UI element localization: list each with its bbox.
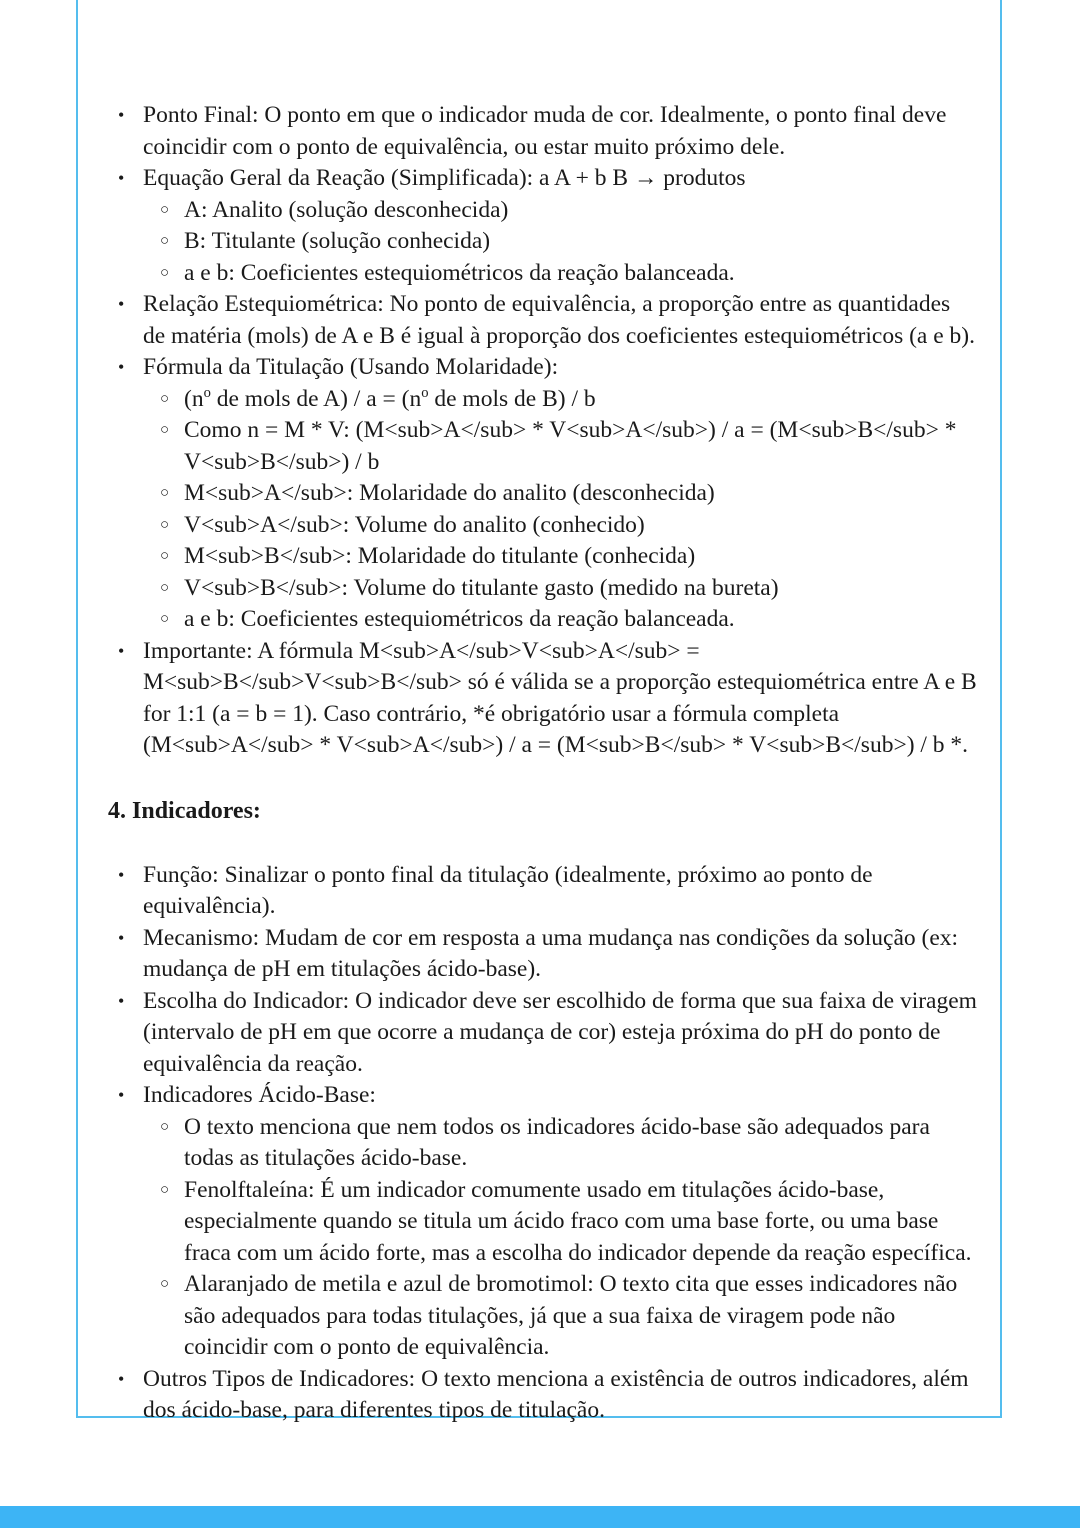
bullet-disc-icon: •	[118, 357, 125, 377]
bullet-disc-icon: •	[118, 927, 125, 948]
list-item-text: Função: Sinalizar o ponto final da titulação (idealmente, próximo ao ponto de equivalência).	[143, 861, 873, 919]
sub-list-item	[108, 478, 978, 510]
list-item-text: Outros Tipos de Indicadores: O texto menciona a existência de outros indicadores, além dos ácido-base, para diferentes tipos de titulação.	[143, 1365, 969, 1423]
bullet-disc-icon: •	[118, 294, 125, 314]
list-item	[108, 986, 978, 1081]
bullet-circle-icon: ○	[160, 264, 170, 281]
list-item	[108, 1364, 978, 1427]
list-item	[108, 1080, 978, 1112]
sub-list-item	[108, 1175, 978, 1270]
bullet-circle-icon: ○	[160, 1276, 170, 1292]
bullet-circle-icon: ○	[160, 485, 170, 501]
bullet-circle-icon: ○	[160, 579, 170, 596]
sub-list-item-text: A: Analito (solução desconhecida)	[184, 196, 509, 223]
sub-list-item-text: Alaranjado de metila e azul de bromotimol: O texto cita que esses indicadores não são adequados para todas titulações, já que a sua faixa de viragem pode não coincidir com o ponto de equivalência.	[184, 1271, 958, 1360]
list-item-text: Escolha do Indicador: O indicador deve ser escolhido de forma que sua faixa de viragem (intervalo de pH em que ocorre a mudança de cor) esteja próxima do pH do ponto de equivalência da reação.	[143, 987, 977, 1077]
bullet-disc-icon: •	[118, 168, 125, 188]
sub-list-item-text: O texto menciona que nem todos os indicadores ácido-base são adequados para todas as titulações ácido-base.	[184, 1113, 930, 1171]
bullet-disc-icon: •	[118, 1368, 125, 1389]
bullet-circle-icon: ○	[160, 1181, 170, 1198]
bullet-list-level2	[108, 1112, 978, 1364]
list-item-text: Fórmula da Titulação (Usando Molaridade):	[143, 354, 559, 380]
sub-list-item	[108, 226, 978, 258]
list-item	[108, 163, 978, 195]
sub-list-item-text: Como n = M * V: (M<sub>A</sub> * V<sub>A</sub>) / a = (M<sub>B</sub> * V<sub>B</sub>) / b	[184, 417, 957, 475]
list-item	[108, 860, 978, 923]
sub-list-item-text: M<sub>B</sub>: Molaridade do titulante (conhecida)	[184, 543, 696, 569]
list-item-text: Ponto Final: O ponto em que o indicador muda de cor. Idealmente, o ponto final deve coincidir com o ponto de equivalência, ou estar muito próximo dele.	[143, 102, 947, 160]
bullet-list-level1	[108, 100, 978, 762]
list-item-text: Equação Geral da Reação (Simplificada): a A + b B → produtos	[143, 165, 746, 191]
sub-list-item-text: V<sub>A</sub>: Volume do analito (conhecido)	[184, 511, 645, 538]
page-footer-accent-bar	[0, 1506, 1080, 1528]
list-item-text: Importante: A fórmula M<sub>A</sub>V<sub>A</sub> = M<sub>B</sub>V<sub>B</sub> só é válida se a proporção estequiométrica entre A e B for 1:1 (a = b = 1). Caso contrário, *é obrigatório usar a fórmula completa (M<sub>A</sub> * V<sub>A</sub>) / a = (M<sub>B</sub> * V<sub>B</sub>) / b *.	[143, 637, 977, 758]
sub-list-item	[108, 604, 978, 636]
sub-list-item	[108, 195, 978, 227]
bullet-circle-icon: ○	[160, 516, 170, 533]
sub-list-item-text: Fenolftaleína: É um indicador comumente usado em titulações ácido-base, especialmente quando se titula um ácido fraco com uma base forte, ou uma base fraca com um ácido forte, mas a escolha do indicador depende da reação específica.	[184, 1176, 972, 1266]
bullet-circle-icon: ○	[160, 233, 170, 249]
section-heading: 4. Indicadores:	[108, 797, 261, 824]
sub-list-item-text: a e b: Coeficientes estequiométricos da reação balanceada.	[184, 259, 735, 286]
bullet-circle-icon: ○	[160, 390, 170, 407]
document-content	[108, 100, 978, 1427]
sub-list-item	[108, 573, 978, 605]
bullet-circle-icon: ○	[160, 201, 170, 218]
list-item	[108, 636, 978, 762]
sub-list-item	[108, 541, 978, 573]
bullet-disc-icon: •	[118, 864, 125, 885]
bullet-list-level2	[108, 195, 978, 290]
sub-list-item	[108, 1112, 978, 1175]
list-item	[108, 923, 978, 986]
bullet-circle-icon: ○	[160, 422, 170, 438]
bullet-list-level2	[108, 384, 978, 636]
list-item	[108, 289, 978, 352]
list-item	[108, 352, 978, 384]
list-item-text: Indicadores Ácido-Base:	[143, 1082, 376, 1108]
sub-list-item	[108, 258, 978, 290]
sub-list-item	[108, 415, 978, 478]
sub-list-item-text: B: Titulante (solução conhecida)	[184, 228, 491, 254]
bullet-circle-icon: ○	[160, 1118, 170, 1135]
sub-list-item	[108, 384, 978, 416]
list-item	[108, 100, 978, 163]
list-item-text: Relação Estequiométrica: No ponto de equivalência, a proporção entre as quantidades de matéria (mols) de A e B é igual à proporção dos coeficientes estequiométricos (a e b).	[143, 291, 975, 349]
sub-list-item-text: ($n^o$ de mols de $A) / a = (n^o$ de mols de B) / b	[184, 384, 596, 412]
bullet-disc-icon: •	[118, 105, 125, 125]
bullet-disc-icon: •	[118, 640, 125, 661]
bullet-circle-icon: ○	[160, 548, 170, 564]
sub-list-item	[108, 1269, 978, 1364]
list-item-text: Mecanismo: Mudam de cor em resposta a uma mudança nas condições da solução (ex: mudança de pH em titulações ácido-base).	[143, 924, 959, 982]
bullet-list-level1	[108, 860, 978, 1427]
bullet-circle-icon: ○	[160, 611, 170, 627]
sub-list-item	[108, 510, 978, 542]
sub-list-item-text: a e b: Coeficientes estequiométricos da reação balanceada.	[184, 606, 735, 632]
sub-list-item-text: V<sub>B</sub>: Volume do titulante gasto (medido na bureta)	[184, 574, 779, 601]
sub-list-item-text: M<sub>A</sub>: Molaridade do analito (desconhecida)	[184, 480, 715, 506]
bullet-disc-icon: •	[118, 1085, 125, 1105]
bullet-disc-icon: •	[118, 990, 125, 1011]
